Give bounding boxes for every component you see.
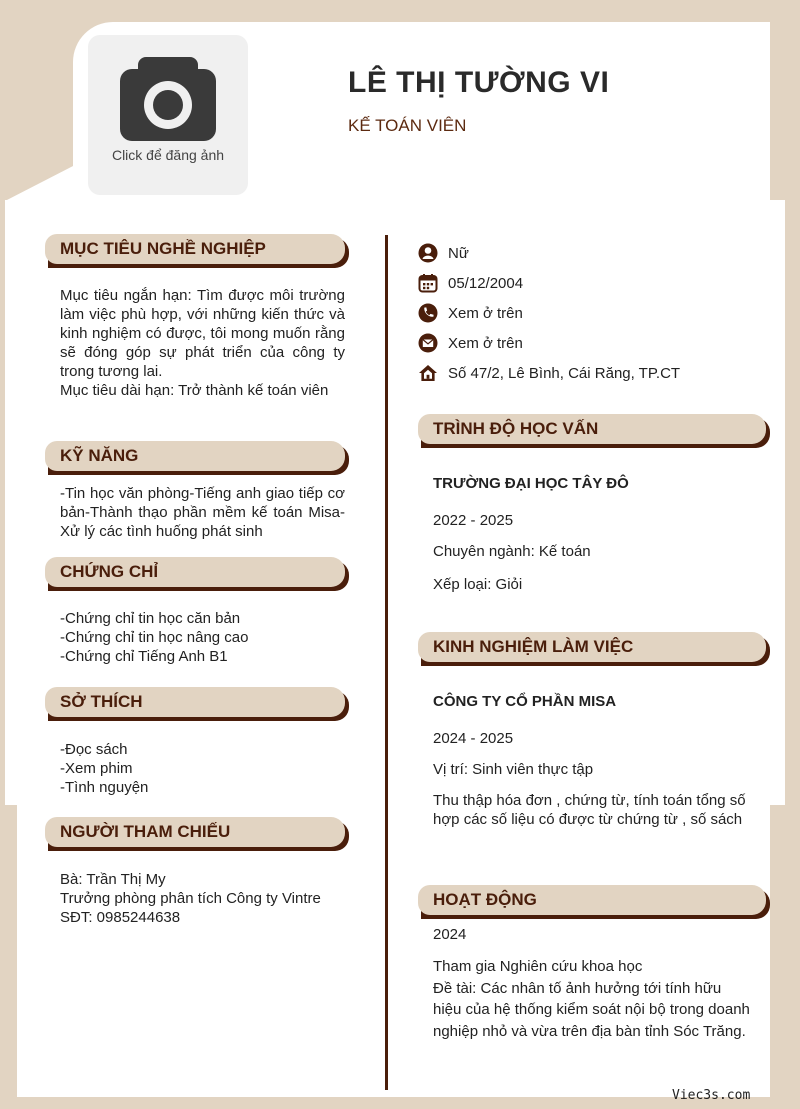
section-title: MỤC TIÊU NGHỀ NGHIỆP [60, 239, 266, 258]
activity-year[interactable]: 2024 [433, 926, 467, 943]
section-title: NGƯỜI THAM CHIẾU [60, 822, 231, 841]
school-name[interactable]: TRƯỜNG ĐẠI HỌC TÂY ĐÔ [433, 475, 629, 492]
objective-short-term: Mục tiêu ngắn hạn: Tìm được môi trường làm việc phù hợp, với những kiến thức và kinh nghiệm có được, tôi mong muốn rằng sẽ đóng góp sự phát triển của công ty trong tương lai. [60, 287, 345, 380]
education-rank[interactable]: Xếp loại: Giỏi [433, 576, 523, 593]
list-item: -Chứng chỉ tin học căn bản [60, 610, 241, 627]
home-icon [418, 363, 438, 383]
section-education-header [418, 414, 766, 444]
education-major[interactable]: Chuyên ngành: Kế toán [433, 543, 591, 560]
list-item: -Tình nguyện [60, 779, 149, 796]
section-skills-header [45, 441, 345, 471]
watermark: Viec3s.com [672, 1088, 751, 1103]
list-item: -Đọc sách [60, 741, 128, 758]
activity-line: Tham gia Nghiên cứu khoa học [433, 958, 643, 975]
info-birthday[interactable] [418, 271, 523, 295]
email-value: Xem ở trên [448, 334, 523, 352]
section-experience-header [418, 632, 766, 662]
job-title[interactable]: KẾ TOÁN VIÊN [348, 116, 467, 135]
decor-strip-right [770, 805, 785, 1097]
gender-value: Nữ [448, 244, 469, 262]
candidate-name[interactable]: LÊ THỊ TƯỜNG VI [348, 66, 610, 99]
section-title: TRÌNH ĐỘ HỌC VẤN [433, 419, 599, 438]
birthday-value: 05/12/2004 [448, 274, 524, 292]
address-value: Số 47/2, Lê Bình, Cái Răng, TP.CT [448, 364, 681, 382]
section-references-header [45, 817, 345, 847]
list-item: Trưởng phòng phân tích Công ty Vintre [60, 890, 321, 907]
objective-long-term: Mục tiêu dài hạn: Trở thành kế toán viên [60, 382, 329, 399]
section-objective-header [45, 234, 345, 264]
references-list[interactable] [60, 870, 360, 927]
user-icon [418, 243, 438, 263]
column-divider [385, 235, 388, 1090]
section-hobbies-header [45, 687, 345, 717]
objective-text[interactable] [60, 286, 345, 400]
list-item: -Chứng chỉ tin học nâng cao [60, 629, 249, 646]
list-item: Bà: Trần Thị My [60, 871, 166, 888]
decor-strip-left [5, 805, 17, 1097]
phone-icon [418, 303, 438, 323]
section-title: HOẠT ĐỘNG [433, 890, 537, 909]
skills-text[interactable]: -Tin học văn phòng-Tiếng anh giao tiếp cơ bản-Thành thạo phần mềm kế toán Misa-Xử lý các tình huống phát sinh [60, 485, 345, 540]
section-title: KỸ NĂNG [60, 446, 139, 465]
info-address[interactable] [418, 361, 680, 385]
education-period[interactable]: 2022 - 2025 [433, 512, 514, 529]
photo-caption: Click để đăng ảnh [111, 147, 225, 163]
experience-position[interactable]: Vị trí: Sinh viên thực tập [433, 761, 594, 778]
calendar-icon [418, 273, 438, 293]
section-activities-header [418, 885, 766, 915]
certificates-list[interactable] [60, 609, 345, 666]
info-email[interactable] [418, 331, 523, 355]
section-title: CHỨNG CHỈ [60, 562, 159, 581]
experience-period[interactable]: 2024 - 2025 [433, 730, 514, 747]
hobbies-list[interactable] [60, 740, 345, 797]
photo-upload[interactable] [88, 35, 248, 195]
section-certificates-header [45, 557, 345, 587]
experience-description[interactable]: Thu thập hóa đơn , chứng từ, tính toán tổng số hợp các số liệu có được từ chứng từ , số sách [433, 792, 746, 828]
phone-value: Xem ở trên [448, 304, 523, 322]
list-item: SĐT: 0985244638 [60, 909, 181, 926]
camera-icon [120, 57, 216, 141]
activity-description[interactable] [433, 956, 751, 1042]
list-item: -Chứng chỉ Tiếng Anh B1 [60, 648, 228, 665]
info-phone[interactable] [418, 301, 523, 325]
activity-topic: Đề tài: Các nhân tố ảnh hưởng tới tính hữu hiệu của hệ thống kiểm soát nội bộ trong doanh nghiệp nhỏ và vừa trên địa bàn tỉnh Sóc Trăng. [433, 979, 750, 1040]
section-title: KINH NGHIỆM LÀM VIỆC [433, 637, 634, 656]
info-gender[interactable] [418, 241, 469, 265]
company-name[interactable]: CÔNG TY CỔ PHẦN MISA [433, 693, 617, 710]
section-title: SỞ THÍCH [60, 692, 143, 711]
list-item: -Xem phim [60, 760, 133, 777]
page-border-right [785, 0, 800, 1109]
mail-icon [418, 333, 438, 353]
